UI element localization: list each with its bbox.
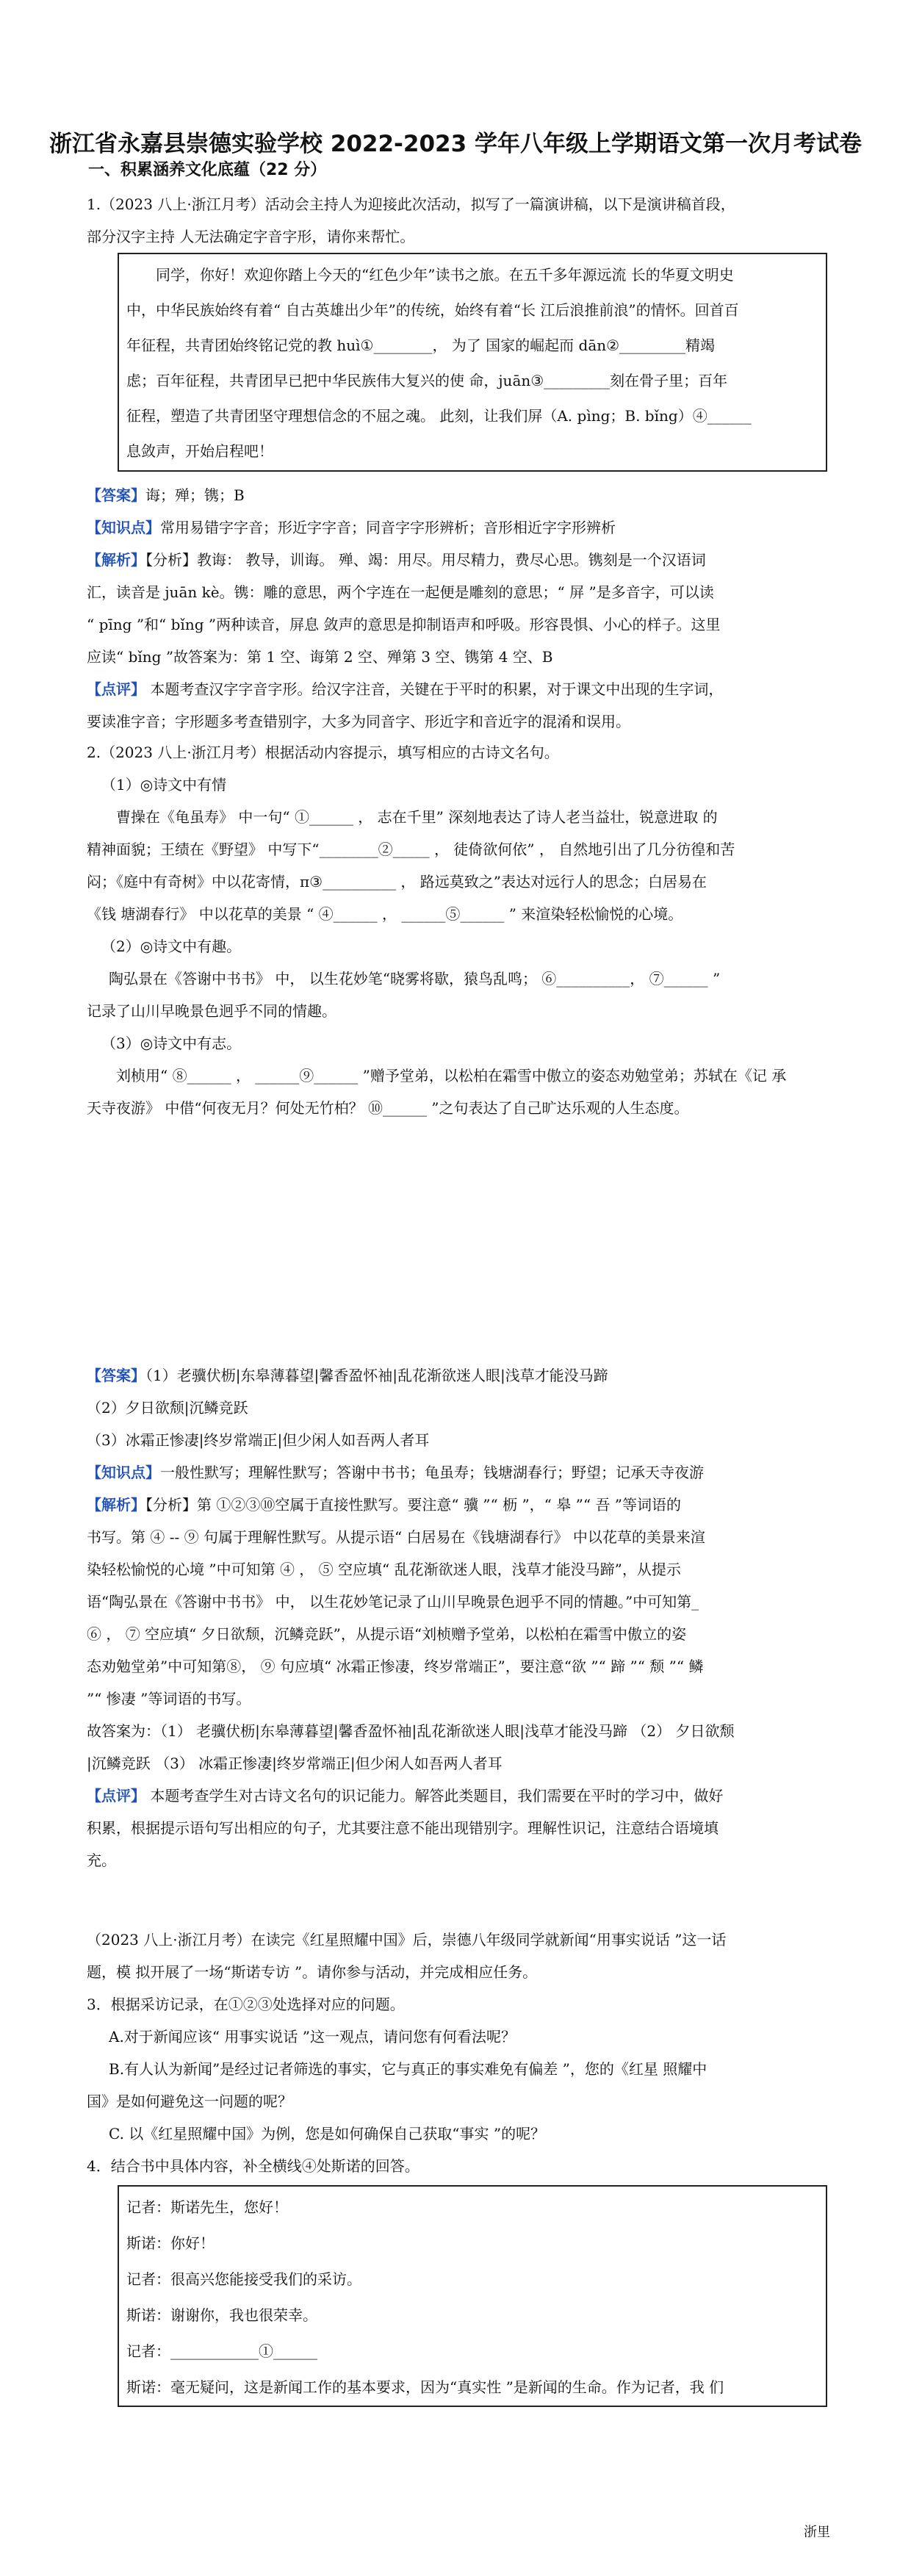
- q4-stem: 4．结合书中具体内容，补全横线④处斯诺的回答。: [87, 2157, 420, 2175]
- dialog-line: 斯诺：你好！: [126, 2234, 215, 2252]
- q1-stem-line: 1.（2023 八上·浙江月考）活动会主持人为迎接此次活动，拟写了一篇演讲稿，以下是演讲稿首段，: [87, 195, 735, 213]
- analysis-line: |沉鳞竞跃 （3） 冰霜正惨凄|终岁常端正|但少闲人如吾两人者耳: [87, 1755, 503, 1772]
- analysis-row: [87, 1489, 829, 1521]
- q3-option: B.有人认为新闻”是经过记者筛选的事实，它与真正的事实难免有偏差 ”，您的《红星 照耀中: [109, 2060, 707, 2078]
- passage-line: 虑；百年征程，共青团早已把中华民族伟大复兴的使 命，juān③_________刻在骨子里；百年: [126, 372, 728, 389]
- q2-line: 闷；《庭中有奇树》中以花寄情，π③__________ ， 路远莫致之”表达对远行人的思念；白居易在: [87, 873, 707, 891]
- q2-line: 陶弘景在《答谢中书书》 中， 以生花妙笔“晓雾将歇，猿鸟乱鸣； ⑥__________， ⑦______ ”: [109, 970, 721, 987]
- q3-block: [87, 1988, 829, 2150]
- dialog-line: 斯诺：谢谢你，我也很荣幸。: [126, 2306, 317, 2324]
- analysis-line: 应读“ bǐng ”故答案为：第 1 空、诲第 2 空、殚第 3 空、镌第 4 空、B: [87, 648, 553, 666]
- comment-tag: 【点评】: [87, 680, 145, 698]
- passage-line: 征程，塑造了共青团坚守理想信念的不屈之魂。 此刻，让我们屏（A. pìng；B. bǐng）④______: [126, 407, 752, 425]
- analysis-line: ⑥ ， ⑦ 空应填“ 夕日欲颓，沉鳞竞跃”，从提示语“刘桢赠予堂弟，以松柏在霜雪中傲立的姿: [87, 1625, 687, 1643]
- q1-stem-line: 部分汉字主持 人无法确定字音字形，请你来帮忙。: [87, 228, 415, 245]
- q2-line: 刘桢用“ ⑧______ ， ______⑨______ ”赠予堂弟，以松柏在霜雪中傲立的姿态劝勉堂弟；苏轼在《记 承: [116, 1067, 787, 1084]
- comment-line: 积累，根据提示语句写出相应的句子，尤其要注意不能出现错别字。理解性识记，注意结合语境填: [87, 1819, 719, 1837]
- q1-stem: [87, 188, 829, 253]
- analysis-line: 汇，读音是 juān kè。镌：雕的意思，两个字连在一起便是雕刻的意思；“ 屏 ”是多音字，可以读: [87, 583, 714, 601]
- q4-dialog-box: [118, 2185, 827, 2407]
- intro-line: （2023 八上·浙江月考）在读完《红星照耀中国》后，崇德八年级同学就新闻“用事实说话 ”这一话: [87, 1931, 727, 1949]
- q2-sub2-heading: （2）◎诗文中有趣。: [101, 938, 242, 955]
- comment-line: 充。: [87, 1852, 116, 1869]
- analysis-text: 【分析】教诲： 教导，训诲。 殚、竭：用尽。用尽精力，费尽心思。镌刻是一个汉语词: [145, 551, 706, 569]
- analysis-text: 【分析】第 ①②③⑩空属于直接性默写。要注意“ 骥 ”“ 枥 ”，“ 皋 ”“ 吾 ”等词语的: [145, 1496, 682, 1514]
- analysis-line: 染轻松愉悦的心境 ”中可知第 ④ ， ⑤ 空应填“ 乱花渐欲迷人眼，浅草才能没马蹄”，从提示: [87, 1561, 681, 1578]
- q2-line: 曹操在《龟虽寿》 中一句“ ①______ ， 志在千里” 深刻地表达了诗人老当益壮，锐意进取 的: [116, 808, 718, 826]
- comment-text: 本题考查学生对古诗文名句的识记能力。解答此类题目，我们需要在平时的学习中，做好: [145, 1787, 724, 1805]
- q2-sub1-heading: （1）◎诗文中有情: [101, 776, 227, 794]
- analysis-line: 语“陶弘景在《答谢中书书》 中， 以生花妙笔记录了山川早晚景色迥乎不同的情趣。”中可知第_: [87, 1593, 699, 1611]
- q3-option: C. 以《红星照耀中国》为例，您是如何确保自己获取“事实 ”的呢？: [109, 2125, 546, 2143]
- answer-text: 诲；殚；镌；B: [145, 486, 245, 504]
- dialog-line: 记者：斯诺先生，您好！: [126, 2198, 288, 2216]
- passage-line: 中，中华民族始终有着“ 自古英雄出少年”的传统，始终有着“长 江后浪推前浪”的情怀。回首百: [126, 301, 739, 319]
- answer-tag: 【答案】: [87, 486, 145, 504]
- analysis-line: ”“ 惨凄 ”等词语的书写。: [87, 1690, 251, 1708]
- answer-text: （1）老骥伏枥|东皋薄暮望|馨香盈怀袖|乱花渐欲迷人眼|浅草才能没马蹄: [145, 1367, 608, 1384]
- comment-line: 要读准字音；字形题多考查错别字，大多为同音字、形近字和音近字的混淆和误用。: [87, 713, 630, 730]
- interview-intro: [87, 1924, 829, 1988]
- analysis-row: [87, 544, 829, 576]
- q3-stem: 3．根据采访记录，在①②③处选择对应的问题。: [87, 1996, 405, 2013]
- analysis-tag: 【解析】: [87, 1496, 145, 1514]
- dialog-line: 记者：很高兴您能接受我们的采访。: [126, 2270, 361, 2288]
- comment-row: [87, 1780, 829, 1812]
- page-footer: 浙里: [804, 2525, 830, 2540]
- q3-option: 国》是如何避免这一问题的呢？: [87, 2093, 292, 2110]
- answer-row: [87, 479, 829, 511]
- passage-line: 同学，你好！欢迎你踏上今天的“红色少年”读书之旅。在五千多年源远流 长的华夏文明史: [156, 266, 734, 284]
- answer-row: [87, 1359, 829, 1392]
- answer-tag: 【答案】: [87, 1367, 145, 1384]
- q2-line: 精神面貌；王绩在《野望》 中写下“________②_____ ， 徒倚欲何依” ， 自然地引出了几分彷徨和苦: [87, 841, 735, 858]
- q1-solution: [87, 479, 829, 738]
- q2-sub3-heading: （3）◎诗文中有志。: [101, 1035, 242, 1052]
- analysis-tag: 【解析】: [87, 551, 145, 569]
- q2-stem: 2.（2023 八上·浙江月考）根据活动内容提示，填写相应的古诗文名句。: [87, 744, 559, 761]
- q2-line: 天寺夜游》 中借“何夜无月？何处无竹柏？ ⑩______ ”之句表达了自己旷达乐观的人生态度。: [87, 1099, 689, 1117]
- answer-line: （3）冰霜正惨凄|终岁常端正|但少闲人如吾两人者耳: [87, 1431, 430, 1449]
- knowledge-text: 常用易错字字音；形近字字音；同音字字形辨析；音形相近字字形辨析: [160, 519, 616, 536]
- dialog-line: 记者：____________①______: [126, 2342, 317, 2360]
- q2-line: 《钱 塘湖春行》 中以花草的美景 “ ④______ ， ______⑤______ ” 来渲染轻松愉悦的心境。: [87, 905, 683, 923]
- q2-block: [87, 736, 829, 1124]
- knowledge-row: [87, 1456, 829, 1489]
- analysis-line: “ pīng ”和“ bǐng ”两种读音，屏息 敛声的意思是抑制语声和呼吸。形容畏惧、小心的样子。这里: [87, 616, 721, 633]
- answer-line: （2）夕日欲颓|沉鳞竞跃: [87, 1399, 248, 1417]
- q4-stem-wrap: [87, 2150, 829, 2182]
- q2-solution: [87, 1359, 829, 1877]
- section-heading: 一、积累涵养文化底蕴（22 分）: [88, 161, 327, 179]
- passage-line: 年征程，共青团始终铭记党的教 huì①________， 为了 国家的崛起而 dān②_________精竭: [126, 337, 716, 354]
- comment-text: 本题考查汉字字音字形。给汉字注音，关键在于平时的积累，对于课文中出现的生字词，: [145, 680, 724, 698]
- comment-row: [87, 673, 829, 705]
- analysis-line: 书写。第 ④ -- ⑨ 句属于理解性默写。从提示语“ 白居易在《钱塘湖春行》 中以花草的美景来渲: [87, 1528, 705, 1546]
- knowledge-row: [87, 511, 829, 544]
- analysis-line: 故答案为：（1） 老骥伏枥|东皋薄暮望|馨香盈怀袖|乱花渐欲迷人眼|浅草才能没马蹄 （2） 夕日欲颓: [87, 1722, 735, 1740]
- comment-tag: 【点评】: [87, 1787, 145, 1805]
- knowledge-text: 一般性默写；理解性默写；答谢中书书；龟虽寿；钱塘湖春行；野望；记承天寺夜游: [160, 1464, 704, 1481]
- dialog-line: 斯诺：毫无疑问，这是新闻工作的基本要求，因为“真实性 ”是新闻的生命。作为记者，我 们: [126, 2378, 724, 2396]
- intro-line: 题，模 拟开展了一场“斯诺专访 ”。请你参与活动，并完成相应任务。: [87, 1963, 538, 1981]
- q1-passage-box: [118, 253, 827, 472]
- knowledge-tag: 【知识点】: [87, 519, 160, 536]
- q3-option: A.对于新闻应该“ 用事实说话 ”这一观点，请问您有何看法呢？: [109, 2028, 516, 2046]
- q2-line: 记录了山川早晚景色迥乎不同的情趣。: [87, 1002, 336, 1020]
- page-title: 浙江省永嘉县崇德实验学校 2022-2023 学年八年级上学期语文第一次月考试卷: [48, 131, 862, 157]
- analysis-line: 态劝勉堂弟”中可知第⑧， ⑨ 句应填“ 冰霜正惨凄，终岁常端正”，要注意“欲 ”“ 蹄 ”“ 颓 ”“ 鳞: [87, 1658, 704, 1675]
- knowledge-tag: 【知识点】: [87, 1464, 160, 1481]
- passage-line: 息敛声，开始启程吧！: [126, 442, 273, 460]
